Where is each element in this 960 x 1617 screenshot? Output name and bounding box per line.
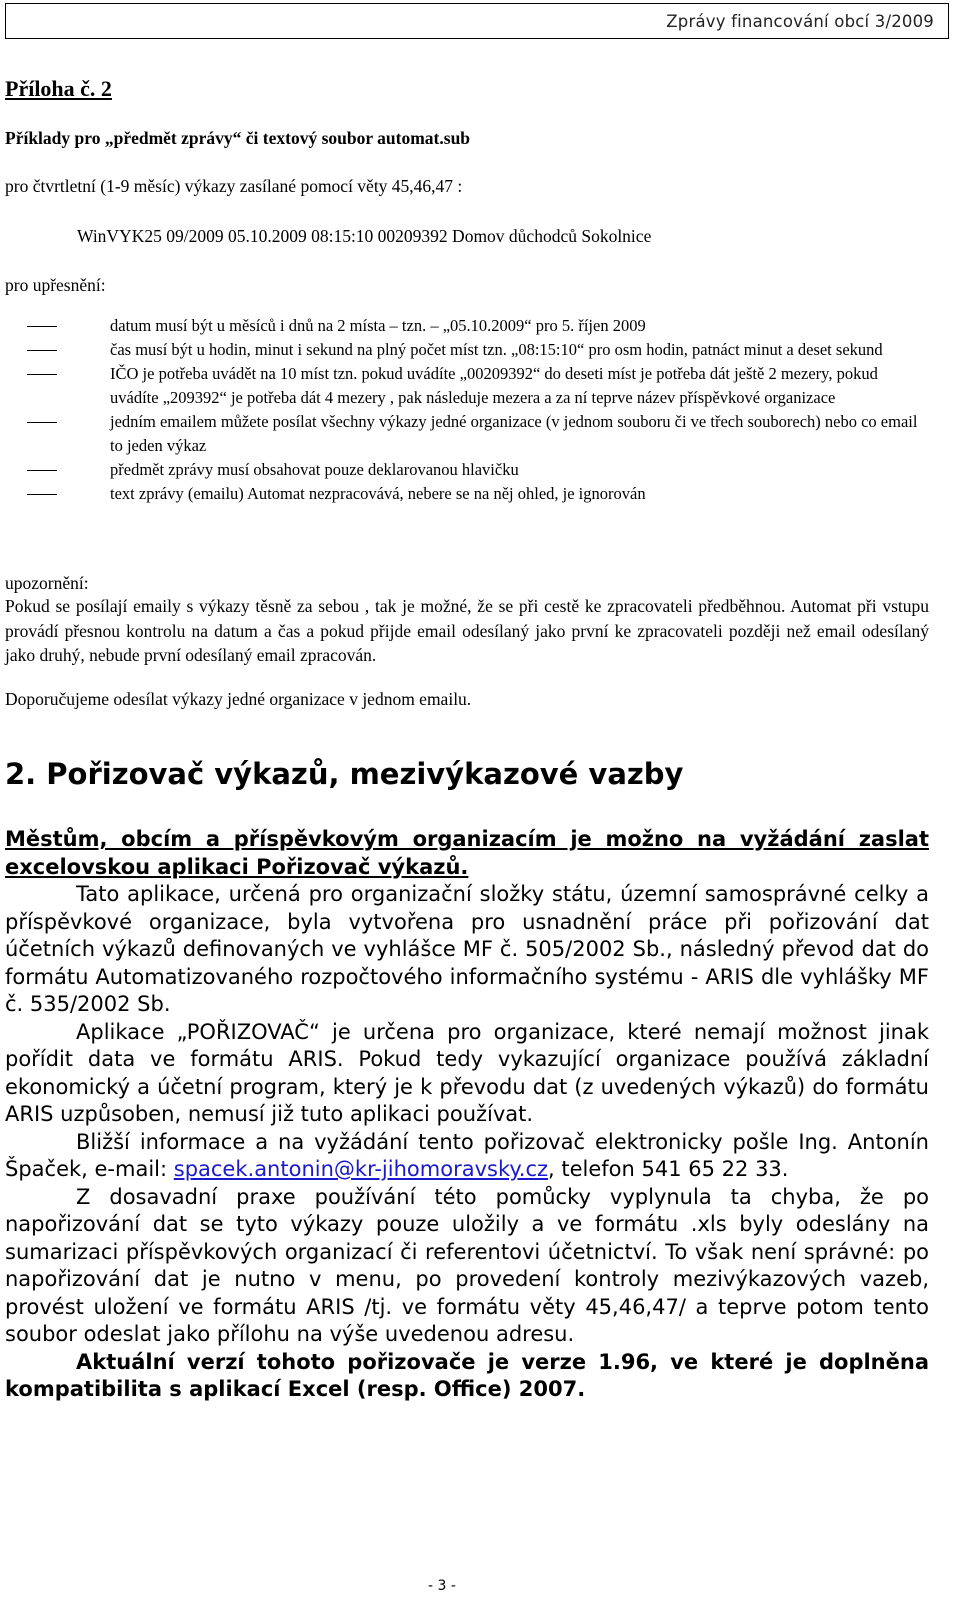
list-item-text: datum musí být u měsíců i dnů na 2 místa – tzn. – „05.10.2009“ pro 5. říjen 2009 (110, 316, 646, 335)
list-item-text: jedním emailem můžete posílat všechny výkazy jedné organizace (v jednom souboru či ve třech souborech) nebo co email to jeden výkaz (110, 412, 918, 455)
appendix-title: Příloha č. 2 (5, 76, 112, 101)
header-frame (5, 3, 949, 39)
list-item-text: IČO je potřeba uvádět na 10 míst tzn. pokud uvádíte „00209392“ do deseti míst je potřeba dát ještě 2 mezery, pokud uvádíte „209392“ je potřeba dát 4 mezery , pak následuje mezera a za ní teprve název příspěvkové organizace (110, 364, 878, 407)
contact-phone-text: , telefon 541 65 22 33. (548, 1157, 789, 1181)
paragraph-practice: Z dosavadní praxe používání této pomůcky vyplynula ta chyba, že po napořizování dat se tyto výkazy pouze uložily a ve formátu .xls byly odeslány na sumarizaci příspěvkových organizací či referentovi účetnictví. To však není správné: po napořizování dat je nutno v menu, po provedení kontroly mezivýkazových vazeb, provést uložení ve formátu ARIS /tj. ve formátu věty 45,46,47/ a teprve potom tento soubor odeslat jako přílohu na výše uvedenou adresu. (5, 1184, 929, 1346)
section-heading: 2. Pořizovač výkazů, mezivýkazové vazby (5, 757, 684, 791)
list-item-text: text zprávy (emailu) Automat nezpracovává, nebere se na něj ohled, je ignorován (110, 484, 646, 503)
paragraph-version: Aktuální verzí tohoto pořizovače je verze 1.96, ve které je doplněna kompatibilita s aplikací Excel (resp. Office) 2007. (5, 1349, 929, 1401)
list-item (5, 314, 925, 338)
list-item (5, 362, 925, 410)
email-link[interactable]: spacek.antonin@kr-jihomoravsky.cz (173, 1157, 549, 1181)
appendix-subtitle: Příklady pro „předmět zprávy“ či textový soubor automat.sub (5, 128, 471, 148)
dash-bullet-icon (27, 422, 57, 423)
recommendation-text: Doporučujeme odesílat výkazy jedné organizace v jednom emailu. (5, 689, 472, 709)
dash-bullet-icon (27, 494, 57, 495)
list-item (5, 338, 925, 362)
dash-bullet-icon (27, 374, 57, 375)
quarterly-line: pro čtvrtletní (1-9 měsíc) výkazy zasílané pomocí věty 45,46,47 : (5, 176, 463, 196)
dash-bullet-icon (27, 350, 57, 351)
list-item-text: čas musí být u hodin, minut i sekund na plný počet míst tzn. „08:15:10“ pro osm hodin, patnáct minut a deset sekund (110, 340, 883, 359)
lead-paragraph: Městům, obcím a příspěvkovým organizacím je možno na vyžádání zaslat excelovskou aplikaci Pořizovač výkazů. (5, 827, 929, 879)
section-body (5, 826, 929, 1404)
list-item (5, 410, 925, 458)
dash-bullet-icon (27, 326, 57, 327)
list-item-text: předmět zprávy musí obsahovat pouze deklarovanou hlavičku (110, 460, 519, 479)
list-item (5, 482, 925, 506)
publication-title: Zprávy financování obcí 3/2009 (666, 12, 934, 31)
warning-text: Pokud se posílají emaily s výkazy těsně za sebou , tak je možné, že se při cestě ke zpracovateli předběhnou. Automat při vstupu provádí přesnou kontrolu na datum a čas a pokud přijde email odesílaný jako první ke zpracovateli později než email odesílaný jako druhý, nebude první odesílaný email zpracován. (5, 596, 929, 665)
paragraph-porizovac: Aplikace „POŘIZOVAČ“ je určena pro organizace, které nemají možnost jinak pořídit data ve formátu ARIS. Pokud tedy vykazující organizace používá základní ekonomický a účetní program, který je k převodu dat (z uvedených výkazů) do formátu ARIS uzpůsoben, nemusí již tuto aplikaci používat. (5, 1019, 929, 1126)
clarification-label: pro upřesnění: (5, 275, 106, 295)
paragraph-contact (5, 1129, 929, 1184)
example-subject-line: WinVYK25 09/2009 05.10.2009 08:15:10 00209392 Domov důchodců Sokolnice (77, 226, 652, 246)
paragraph-application: Tato aplikace, určená pro organizační složky státu, územní samosprávné celky a příspěvkové organizace, byla vytvořena pro usnadnění práce při pořizování dat účetních výkazů definovaných ve vyhlášce MF č. 505/2002 Sb., následný převod dat do formátu Automatizovaného rozpočtového informačního systému - ARIS dle vyhlášky MF č. 535/2002 Sb. (5, 882, 929, 1016)
list-item (5, 458, 925, 482)
dash-bullet-icon (27, 470, 57, 471)
warning-label: upozornění: (5, 573, 89, 593)
rules-list (5, 314, 925, 506)
contact-text: Bližší informace a na vyžádání tento pořizovač elektronicky pošle Ing. Antonín Špaček, e-mail: (5, 1129, 929, 1181)
page-number: - 3 - (428, 1578, 456, 1594)
